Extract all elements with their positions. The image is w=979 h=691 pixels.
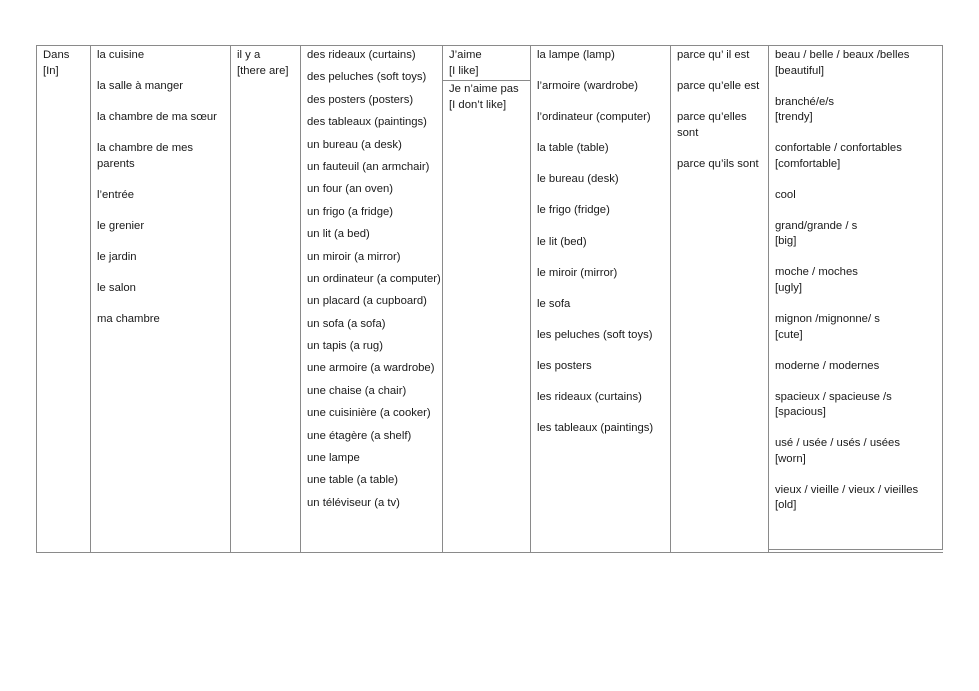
column-objects (531, 46, 671, 552)
furniture-item: des posters (posters) (307, 93, 414, 106)
il-y-a-word: il y a (237, 49, 261, 61)
adjective-item (775, 359, 939, 375)
column-dans (37, 46, 91, 552)
room-item: ma chambre (97, 313, 160, 326)
vocabulary-table (36, 45, 943, 553)
furniture-item: un sofa (a sofa) (307, 317, 386, 330)
opinion-like-translation: [I like] (449, 64, 479, 77)
furniture-item: une table (a table) (307, 474, 399, 487)
furniture-item: une cuisinière (a cooker) (307, 407, 431, 420)
furniture-item: une chaise (a chair) (307, 384, 407, 397)
because-item: parce qu’ils sont (677, 157, 759, 170)
room-item: le jardin (97, 251, 137, 264)
adjective-en: [cute] (775, 328, 803, 341)
because-item: parce qu’elles sont (677, 111, 747, 139)
adjective-en: [old] (775, 499, 797, 512)
object-item: les rideaux (curtains) (537, 391, 642, 404)
because-item: parce qu’elle est (677, 80, 760, 93)
furniture-item: une armoire (a wardrobe) (307, 362, 435, 375)
adjective-fr: mignon /mignonne/ s (775, 313, 880, 326)
dans-word: Dans (43, 49, 70, 61)
adjective-en: [ugly] (775, 281, 803, 294)
opinion-dislike-translation: [I don’t like] (449, 98, 507, 111)
room-item: la chambre de ma sœur (97, 111, 217, 124)
opinion-dislike: Je n’aime pas (449, 83, 519, 95)
room-item: le salon (97, 282, 136, 295)
adjective-en: [big] (775, 235, 797, 248)
object-item: l’ordinateur (computer) (537, 111, 651, 124)
il-y-a-translation: [there are] (237, 64, 289, 77)
column-opinion (443, 46, 531, 552)
adjective-fr: beau / belle / beaux /belles (775, 49, 910, 61)
room-item: l’entrée (97, 188, 135, 201)
table-right-border (942, 45, 943, 550)
dans-translation: [In] (43, 64, 59, 77)
adjective-fr: confortable / confortables (775, 142, 902, 155)
object-item: les peluches (soft toys) (537, 328, 653, 341)
furniture-item: des peluches (soft toys) (307, 71, 427, 84)
adjective-item (775, 219, 939, 250)
furniture-item: des tableaux (paintings) (307, 116, 427, 129)
column-il-y-a (231, 46, 301, 552)
adjective-fr: spacieux / spacieuse /s (775, 390, 892, 403)
adjective-en: [worn] (775, 452, 806, 465)
adjective-en: [spacious] (775, 406, 826, 419)
adjective-item (775, 483, 939, 514)
adjective-item (775, 48, 939, 79)
adjective-fr: moche / moches (775, 266, 858, 279)
column-furniture (301, 46, 443, 552)
object-item: le miroir (mirror) (537, 266, 618, 279)
adjective-item (775, 436, 939, 467)
adjective-fr: usé / usée / usés / usées (775, 437, 900, 450)
adjective-en: [trendy] (775, 111, 813, 124)
furniture-item: un bureau (a desk) (307, 138, 402, 151)
adjective-en: [beautiful] (775, 64, 824, 77)
furniture-item: un placard (a cupboard) (307, 295, 427, 308)
furniture-item: une étagère (a shelf) (307, 429, 412, 442)
object-item: le frigo (fridge) (537, 204, 610, 217)
object-item: l’armoire (wardrobe) (537, 80, 639, 93)
adjective-item (775, 188, 939, 204)
furniture-item: un téléviseur (a tv) (307, 496, 400, 509)
furniture-item: des rideaux (curtains) (307, 49, 416, 61)
object-item: les posters (537, 359, 592, 372)
adjective-fr: vieux / vieille / vieux / vieilles (775, 483, 919, 496)
object-item: le bureau (desk) (537, 173, 619, 186)
adjective-fr: grand/grande / s (775, 219, 858, 232)
object-item: la table (table) (537, 142, 609, 155)
furniture-item: un ordinateur (a computer) (307, 272, 441, 285)
object-item: le lit (bed) (537, 235, 587, 248)
furniture-item: un tapis (a rug) (307, 340, 383, 353)
object-item: le sofa (537, 297, 571, 310)
opinion-like-cell (443, 46, 530, 81)
furniture-item: un lit (a bed) (307, 228, 370, 241)
room-item: la cuisine (97, 49, 145, 61)
room-item: la salle à manger (97, 80, 184, 93)
furniture-item: une lampe (307, 452, 360, 465)
room-item: le grenier (97, 219, 145, 232)
adjective-en: [comfortable] (775, 157, 841, 170)
adjective-fr: branché/e/s (775, 95, 835, 108)
furniture-item: un frigo (a fridge) (307, 205, 394, 218)
furniture-item: un four (an oven) (307, 183, 394, 196)
adjective-item (775, 141, 939, 172)
opinion-like: J’aime (449, 49, 482, 61)
adjective-item (775, 390, 939, 421)
adjective-fr: cool (775, 188, 796, 201)
column-because (671, 46, 769, 552)
room-item: la chambre de mes parents (97, 142, 194, 170)
column-rooms (91, 46, 231, 552)
because-item: parce qu’ il est (677, 49, 750, 61)
adjective-fr: moderne / modernes (775, 359, 880, 372)
adjective-column-bottom-rule (768, 549, 942, 550)
adjective-item (775, 312, 939, 343)
furniture-item: un fauteuil (an armchair) (307, 160, 430, 173)
opinion-dislike-cell (443, 81, 530, 113)
adjective-item (775, 265, 939, 296)
furniture-item: un miroir (a mirror) (307, 250, 401, 263)
column-adjectives (769, 46, 943, 552)
object-item: la lampe (lamp) (537, 49, 615, 61)
object-item: les tableaux (paintings) (537, 422, 654, 435)
adjective-item (775, 95, 939, 126)
